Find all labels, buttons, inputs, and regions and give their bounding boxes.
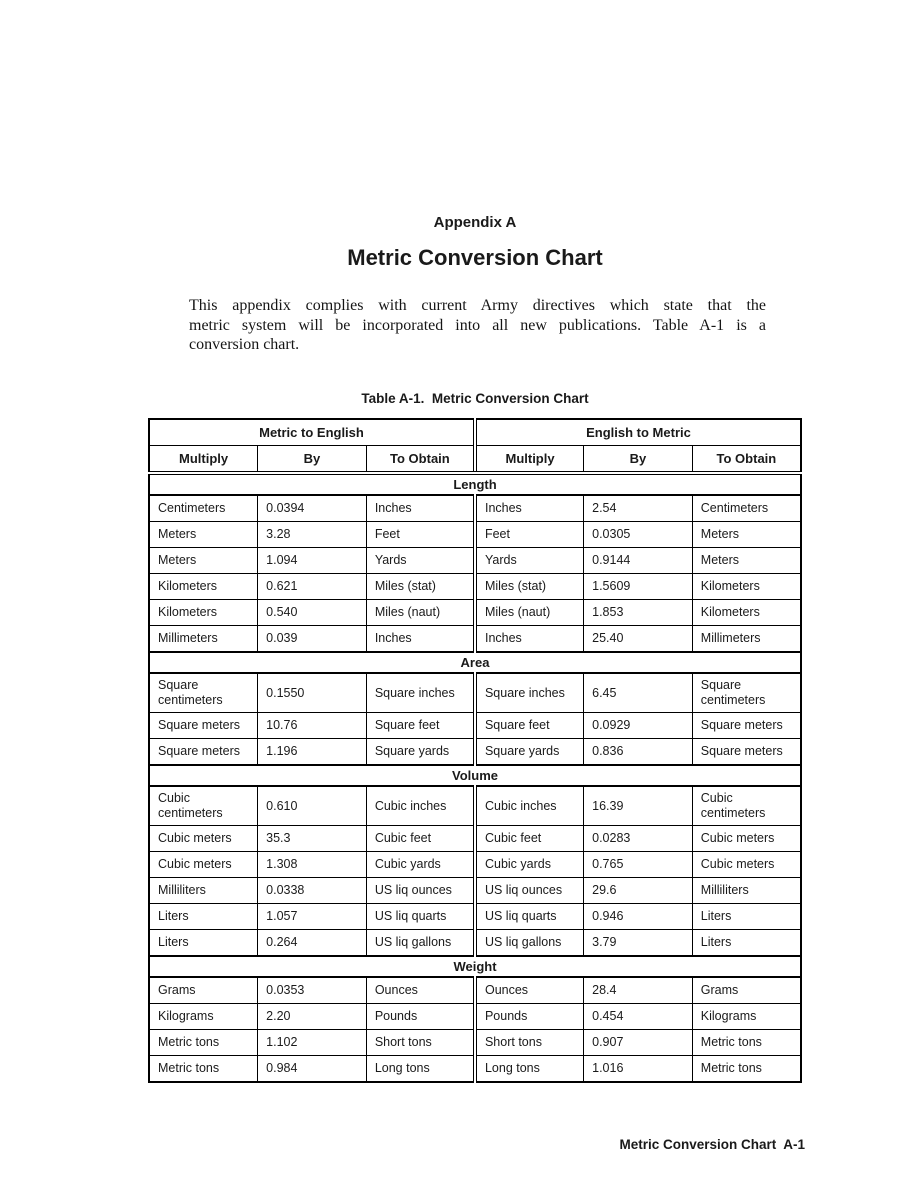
table-cell: 0.039 (258, 626, 367, 653)
column-header-cell: Multiply (475, 446, 584, 474)
table-cell: Meters (149, 522, 258, 548)
appendix-label: Appendix A (433, 214, 517, 231)
table-cell: 1.016 (584, 1056, 693, 1083)
page-footer: Metric Conversion Chart A-1 (619, 1137, 805, 1152)
table-cell: 25.40 (584, 626, 693, 653)
table-cell: Kilometers (692, 600, 801, 626)
intro-line: conversion chart. (189, 336, 300, 353)
table-cell: Centimeters (149, 495, 258, 522)
table-cell: 1.094 (258, 548, 367, 574)
table-cell: Square centimeters (149, 673, 258, 713)
table-row (149, 878, 801, 904)
table-cell: Cubic centimeters (149, 786, 258, 826)
table-cell: Square yards (475, 739, 584, 766)
intro-paragraph (189, 296, 766, 355)
table-cell: Square meters (149, 739, 258, 766)
table-cell: Meters (149, 548, 258, 574)
column-header-cell: Multiply (149, 446, 258, 474)
table-cell: 0.540 (258, 600, 367, 626)
column-header-cell: To Obtain (692, 446, 801, 474)
table-cell: 0.9144 (584, 548, 693, 574)
table-cell: 1.057 (258, 904, 367, 930)
table-cell: 29.6 (584, 878, 693, 904)
section-header-row (149, 473, 801, 495)
table-cell: 3.28 (258, 522, 367, 548)
table-cell: Miles (stat) (475, 574, 584, 600)
table-cell: 0.610 (258, 786, 367, 826)
table-cell: Inches (475, 626, 584, 653)
table-cell: 0.907 (584, 1030, 693, 1056)
table-cell: US liq ounces (366, 878, 475, 904)
table-row (149, 673, 801, 713)
table-row (149, 786, 801, 826)
table-cell: Meters (692, 522, 801, 548)
table-cell: Metric tons (149, 1056, 258, 1083)
table-cell: Kilometers (149, 600, 258, 626)
table-cell: Miles (stat) (366, 574, 475, 600)
table-caption: Table A-1. Metric Conversion Chart (361, 391, 589, 406)
table-cell: Square feet (475, 713, 584, 739)
table-row (149, 977, 801, 1004)
table-cell: Liters (149, 904, 258, 930)
section-header-cell: Area (149, 652, 801, 673)
section-header-cell: Weight (149, 956, 801, 977)
table-cell: 0.264 (258, 930, 367, 957)
table-cell: 0.454 (584, 1004, 693, 1030)
table-cell: Cubic centimeters (692, 786, 801, 826)
table-cell: 0.0394 (258, 495, 367, 522)
table-cell: 1.102 (258, 1030, 367, 1056)
table-cell: US liq gallons (475, 930, 584, 957)
column-header-cell: By (258, 446, 367, 474)
column-header-cell: To Obtain (366, 446, 475, 474)
table-cell: Miles (naut) (366, 600, 475, 626)
table-row (149, 548, 801, 574)
table-row (149, 522, 801, 548)
intro-line: This appendix complies with current Army directives which state that the (189, 297, 766, 314)
page-title: Metric Conversion Chart (347, 245, 603, 270)
table-cell: Cubic meters (692, 852, 801, 878)
table-row (149, 600, 801, 626)
table-row (149, 904, 801, 930)
table-cell: 0.0305 (584, 522, 693, 548)
table-cell: Feet (475, 522, 584, 548)
table-cell: 0.0283 (584, 826, 693, 852)
table-cell: Square centimeters (692, 673, 801, 713)
table-cell: Yards (366, 548, 475, 574)
table-cell: Inches (366, 626, 475, 653)
table-cell: Millimeters (149, 626, 258, 653)
table-cell: Kilometers (692, 574, 801, 600)
section-header-row (149, 956, 801, 977)
table-row (149, 739, 801, 766)
intro-line: metric system will be incorporated into all new publications. Table A-1 is a (189, 316, 766, 334)
table-row (149, 852, 801, 878)
table-cell: 10.76 (258, 713, 367, 739)
table-group-header-row (149, 419, 801, 446)
table-cell: Ounces (475, 977, 584, 1004)
table-head (149, 419, 801, 473)
table-cell: Cubic feet (475, 826, 584, 852)
table-cell: Pounds (475, 1004, 584, 1030)
table-cell: Metric tons (692, 1030, 801, 1056)
table-cell: US liq quarts (366, 904, 475, 930)
section-header-cell: Volume (149, 765, 801, 786)
table-cell: Centimeters (692, 495, 801, 522)
table-cell: Pounds (366, 1004, 475, 1030)
table-cell: Miles (naut) (475, 600, 584, 626)
group-header-cell: Metric to English (149, 419, 475, 446)
table-cell: 6.45 (584, 673, 693, 713)
table-cell: Square feet (366, 713, 475, 739)
table-cell: Cubic inches (366, 786, 475, 826)
table-cell: Square inches (366, 673, 475, 713)
table-cell: 0.0338 (258, 878, 367, 904)
section-header-row (149, 765, 801, 786)
table-cell: 1.196 (258, 739, 367, 766)
table-cell: Long tons (366, 1056, 475, 1083)
table-cell: 0.984 (258, 1056, 367, 1083)
table-cell: Inches (475, 495, 584, 522)
table-cell: 0.946 (584, 904, 693, 930)
conversion-table (148, 418, 802, 1083)
table-cell: Cubic meters (149, 826, 258, 852)
table-cell: Yards (475, 548, 584, 574)
table-cell: 3.79 (584, 930, 693, 957)
table-cell: 0.765 (584, 852, 693, 878)
table-cell: Kilograms (692, 1004, 801, 1030)
table-cell: Square yards (366, 739, 475, 766)
table-cell: 28.4 (584, 977, 693, 1004)
table-cell: Inches (366, 495, 475, 522)
table-cell: Square meters (149, 713, 258, 739)
table-cell: 2.20 (258, 1004, 367, 1030)
table-cell: 2.54 (584, 495, 693, 522)
table-cell: Square meters (692, 713, 801, 739)
table-row (149, 826, 801, 852)
table-row (149, 1004, 801, 1030)
table-cell: Millimeters (692, 626, 801, 653)
section-header-cell: Length (149, 473, 801, 495)
table-cell: Feet (366, 522, 475, 548)
table-column-header-row (149, 446, 801, 474)
table-cell: Square meters (692, 739, 801, 766)
table-cell: Cubic inches (475, 786, 584, 826)
table-cell: Metric tons (149, 1030, 258, 1056)
table-cell: 1.853 (584, 600, 693, 626)
table-row (149, 495, 801, 522)
table-cell: Milliliters (692, 878, 801, 904)
table-cell: Cubic meters (149, 852, 258, 878)
group-header-cell: English to Metric (475, 419, 801, 446)
table-cell: Grams (149, 977, 258, 1004)
table-cell: Liters (149, 930, 258, 957)
table-cell: Cubic yards (475, 852, 584, 878)
table-cell: Kilometers (149, 574, 258, 600)
table-cell: Square inches (475, 673, 584, 713)
table-row (149, 626, 801, 653)
table-row (149, 1030, 801, 1056)
table-cell: Liters (692, 904, 801, 930)
table-cell: 0.1550 (258, 673, 367, 713)
table-cell: Milliliters (149, 878, 258, 904)
table-cell: 35.3 (258, 826, 367, 852)
table-body (149, 473, 801, 1082)
table-cell: Grams (692, 977, 801, 1004)
table-cell: Liters (692, 930, 801, 957)
table-cell: 0.621 (258, 574, 367, 600)
table-cell: Cubic meters (692, 826, 801, 852)
table-cell: US liq quarts (475, 904, 584, 930)
table-cell: 1.5609 (584, 574, 693, 600)
table-cell: 0.0353 (258, 977, 367, 1004)
table-row (149, 713, 801, 739)
table-cell: 0.836 (584, 739, 693, 766)
column-header-cell: By (584, 446, 693, 474)
table-cell: Short tons (366, 1030, 475, 1056)
table-cell: Cubic feet (366, 826, 475, 852)
table-cell: Cubic yards (366, 852, 475, 878)
table-cell: Meters (692, 548, 801, 574)
section-header-row (149, 652, 801, 673)
table-cell: Ounces (366, 977, 475, 1004)
table-cell: 16.39 (584, 786, 693, 826)
table-cell: Kilograms (149, 1004, 258, 1030)
table-cell: 0.0929 (584, 713, 693, 739)
table-cell: 1.308 (258, 852, 367, 878)
table-row (149, 1056, 801, 1083)
table-cell: US liq ounces (475, 878, 584, 904)
table-cell: US liq gallons (366, 930, 475, 957)
table-cell: Short tons (475, 1030, 584, 1056)
table-cell: Long tons (475, 1056, 584, 1083)
table-cell: Metric tons (692, 1056, 801, 1083)
table-row (149, 574, 801, 600)
table-row (149, 930, 801, 957)
